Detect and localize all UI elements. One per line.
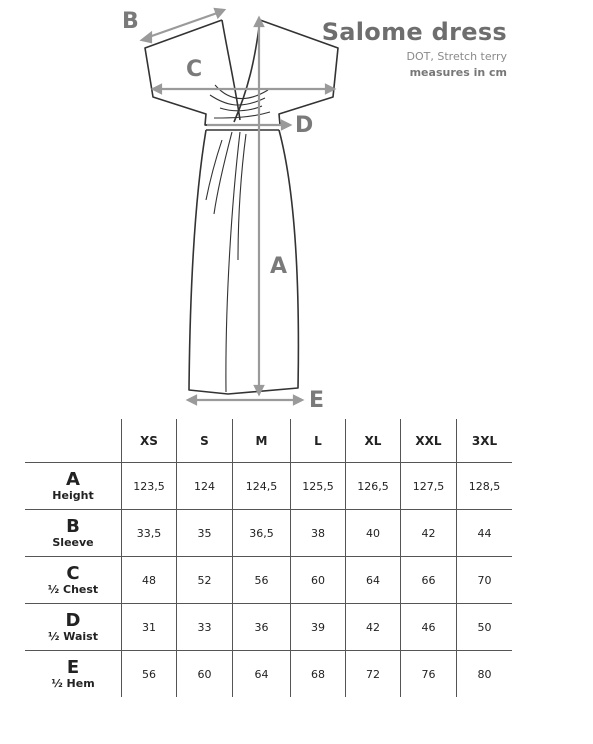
size-header: S [177, 419, 233, 463]
row-label: ½ Waist [48, 629, 98, 643]
dress-skirt-folds [206, 132, 246, 392]
table-row [25, 604, 512, 651]
label-d: D [295, 113, 314, 138]
table-cell: 80 [457, 651, 513, 698]
table-cell: 76 [401, 651, 457, 698]
dress-bodice-outline [145, 20, 338, 125]
table-header-row [25, 419, 512, 463]
table-cell: 124,5 [233, 463, 291, 510]
size-header: XXL [401, 419, 457, 463]
table-cell: 44 [457, 510, 513, 557]
row-letter: A [66, 469, 80, 491]
table-cell: 36,5 [233, 510, 291, 557]
label-b: B [122, 9, 139, 34]
table-cell: 31 [122, 604, 177, 651]
row-heading [25, 463, 122, 510]
label-c: C [186, 57, 203, 82]
table-cell: 56 [233, 557, 291, 604]
row-heading [25, 557, 122, 604]
row-letter: D [65, 610, 81, 632]
table-cell: 127,5 [401, 463, 457, 510]
table-cell: 39 [291, 604, 346, 651]
table-row [25, 651, 512, 698]
table-cell: 40 [346, 510, 401, 557]
table-cell: 33 [177, 604, 233, 651]
page-title: Salome dress [321, 18, 507, 46]
size-table [25, 419, 512, 697]
label-a: A [270, 254, 288, 279]
row-letter: C [66, 563, 80, 585]
row-label: Sleeve [52, 535, 94, 549]
measures-note: measures in cm [409, 66, 507, 79]
table-cell: 46 [401, 604, 457, 651]
fabric-subtitle: DOT, Stretch terry [406, 50, 507, 63]
table-cell: 124 [177, 463, 233, 510]
table-cell: 48 [122, 557, 177, 604]
table-row [25, 463, 512, 510]
label-e: E [309, 388, 325, 413]
row-heading [25, 510, 122, 557]
table-cell: 126,5 [346, 463, 401, 510]
table-cell: 56 [122, 651, 177, 698]
table-cell: 64 [346, 557, 401, 604]
table-cell: 42 [401, 510, 457, 557]
row-label: Height [52, 488, 94, 502]
row-label: ½ Chest [47, 582, 99, 596]
table-cell: 60 [291, 557, 346, 604]
row-heading [25, 604, 122, 651]
table-corner [25, 419, 122, 463]
dress-neckline [222, 20, 260, 122]
row-letter: B [66, 516, 80, 538]
table-cell: 128,5 [457, 463, 513, 510]
table-cell: 125,5 [291, 463, 346, 510]
table-cell: 64 [233, 651, 291, 698]
row-label: ½ Hem [51, 676, 95, 690]
table-cell: 38 [291, 510, 346, 557]
table-cell: 33,5 [122, 510, 177, 557]
table-cell: 50 [457, 604, 513, 651]
table-cell: 66 [401, 557, 457, 604]
table-cell: 72 [346, 651, 401, 698]
size-header: L [291, 419, 346, 463]
table-row [25, 557, 512, 604]
row-letter: E [66, 657, 80, 679]
table-cell: 42 [346, 604, 401, 651]
size-header: XL [346, 419, 401, 463]
table-cell: 123,5 [122, 463, 177, 510]
size-header: 3XL [457, 419, 513, 463]
table-cell: 52 [177, 557, 233, 604]
table-cell: 68 [291, 651, 346, 698]
table-cell: 60 [177, 651, 233, 698]
size-header: M [233, 419, 291, 463]
size-header: XS [122, 419, 177, 463]
table-row [25, 510, 512, 557]
table-cell: 36 [233, 604, 291, 651]
table-cell: 70 [457, 557, 513, 604]
row-heading [25, 651, 122, 698]
table-cell: 35 [177, 510, 233, 557]
